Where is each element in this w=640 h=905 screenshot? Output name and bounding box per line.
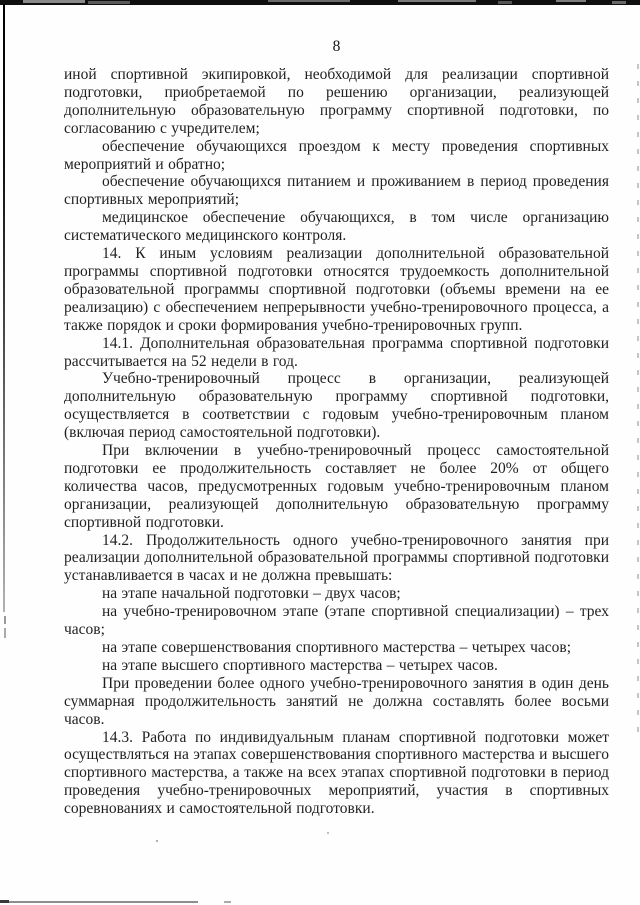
document-text-block xyxy=(64,38,609,818)
scan-noise xyxy=(398,0,476,2)
body-paragraph: При включении в учебно-тренировочный процесс самостоятельной подготовки ее продолжительность составляет не более 20% от общего количества часов, предусмотренных годовым учебно-тренировочным планом организации, реализующей дополнительную образовательную программу спортивной подготовки. xyxy=(64,442,609,531)
scan-noise xyxy=(268,0,350,2)
body-paragraph: Учебно-тренировочный процесс в организации, реализующей дополнительную образовательную программу спортивной подготовки, осуществляется в соответствии с годовым учебно-тренировочным планом (включая период самостоятельной подготовки). xyxy=(64,370,609,442)
page-number: 8 xyxy=(332,38,341,55)
scan-edge-left-dash xyxy=(4,628,6,638)
body-paragraph: на этапе начальной подготовки – двух часов; xyxy=(102,585,401,603)
body-paragraph: 14.1. Дополнительная образовательная программа спортивной подготовки рассчитывается на 52 недели в год. xyxy=(64,334,609,370)
scan-edge-right xyxy=(637,64,639,740)
scan-edge-left-dash xyxy=(4,616,6,624)
scan-noise xyxy=(23,0,85,3)
scan-noise xyxy=(556,0,586,2)
body-paragraph: медицинское обеспечение обучающихся, в том числе организацию систематического медицинского контроля. xyxy=(64,209,609,245)
body-paragraph: на этапе высшего спортивного мастерства – четырех часов. xyxy=(102,656,498,674)
scan-noise xyxy=(88,1,130,4)
body-paragraph: на учебно-тренировочном этапе (этапе спортивной специализации) – трех часов; xyxy=(64,603,609,639)
scan-noise xyxy=(612,1,626,4)
scan-edge-left xyxy=(3,4,5,612)
scan-dust-speck xyxy=(156,840,158,842)
scan-dust-speck xyxy=(327,832,329,834)
body-paragraph: 14.2. Продолжительность одного учебно-тренировочного занятия при реализации дополнительной образовательной программы спортивной подготовки устанавливается в часах и не должна превышать: xyxy=(64,531,609,585)
body-paragraph: иной спортивной экипировкой, необходимой для реализации спортивной подготовки, приобретаемой по решению организации, реализующей дополнительную образовательную программу спортивной подготовки, по согласованию с учредителем; xyxy=(64,66,609,137)
scan-edge-bottom-tick xyxy=(224,901,231,903)
scan-noise xyxy=(498,1,512,4)
scan-edge-bottom xyxy=(0,901,198,903)
scan-edge-bottom xyxy=(0,900,9,903)
body-paragraph: 14. К иным условиям реализации дополнительной образовательной программы спортивной подготовки относятся трудоемкость дополнительной образовательной программы спортивной подготовки (объемы времени на ее реализацию) с обеспечением непрерывности учебно-тренировочного процесса, а также порядок и сроки формирования учебно-тренировочных групп. xyxy=(64,245,609,334)
body-paragraph: обеспечение обучающихся проездом к месту проведения спортивных мероприятий и обратно; xyxy=(64,137,609,173)
body-paragraph: на этапе совершенствования спортивного мастерства – четырех часов; xyxy=(102,639,572,656)
scan-edge-top xyxy=(0,0,640,5)
body-paragraph: 14.3. Работа по индивидуальным планам спортивной подготовки может осуществляться на этапах совершенствования спортивного мастерства и высшего спортивного мастерства, а также на всех этапах спортивной подготовки в период проведения учебно-тренировочных мероприятий, участия в спортивных соревнованиях и самостоятельной подготовки. xyxy=(64,728,609,818)
body-paragraph: При проведении более одного учебно-тренировочного занятия в один день суммарная продолжительность занятий не должна составлять более восьми часов. xyxy=(64,674,609,728)
body-paragraph: обеспечение обучающихся питанием и проживанием в период проведения спортивных мероприятий; xyxy=(64,173,609,209)
